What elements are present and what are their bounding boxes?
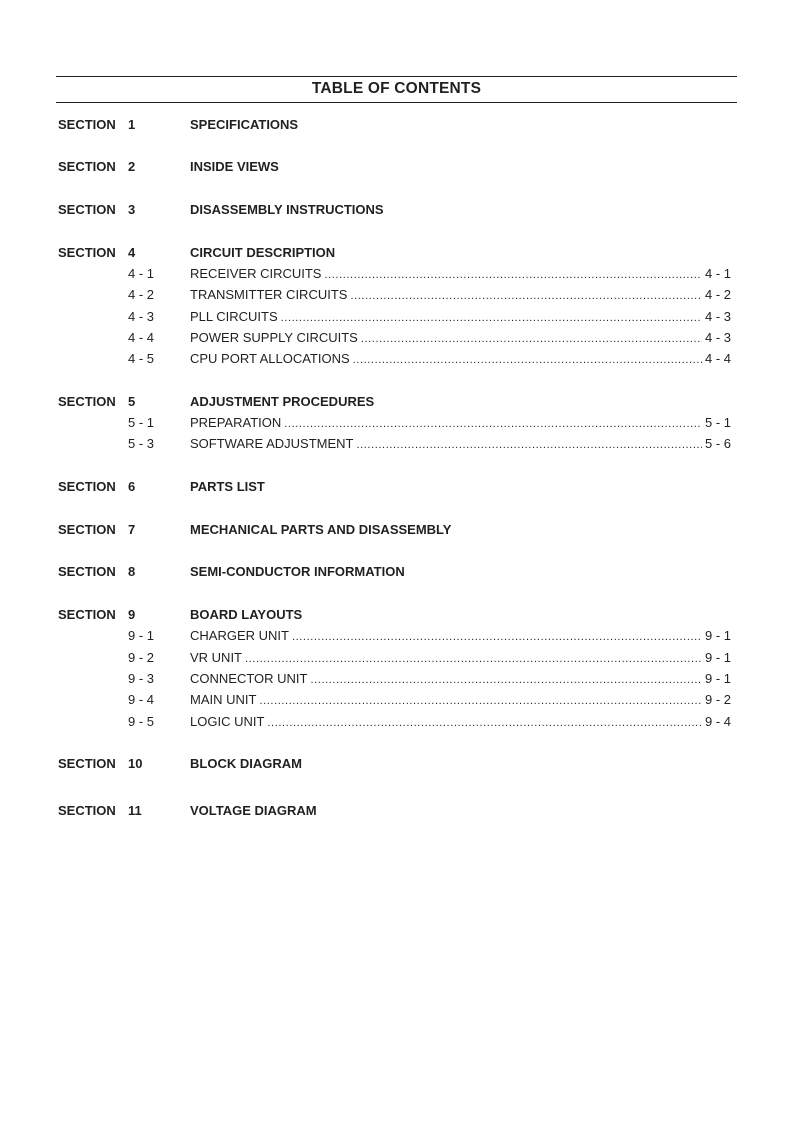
entry-number: 9 - 1 [128,628,155,643]
entry-title: MAIN UNIT [190,692,257,707]
toc-section-3 [0,202,793,218]
toc-entry [0,671,793,687]
dot-leader [310,672,702,688]
section-number: 2 [128,159,136,174]
entry-number: 4 - 1 [128,266,155,281]
section-label: SECTION [58,117,116,132]
toc-entry [0,266,793,282]
toc-section-2 [0,159,793,175]
section-label: SECTION [58,394,116,409]
toc-entry [0,650,793,666]
section-number: 4 [128,245,136,260]
entry-title: RECEIVER CIRCUITS [190,266,322,281]
section-title: CIRCUIT DESCRIPTION [190,245,336,260]
section-label: SECTION [58,159,116,174]
toc-entry [0,714,793,730]
entry-number: 5 - 3 [128,436,155,451]
dot-leader [292,629,702,645]
section-number: 9 [128,607,136,622]
section-title: SEMI-CONDUCTOR INFORMATION [190,564,405,579]
toc-section-7 [0,522,793,538]
section-title: BOARD LAYOUTS [190,607,303,622]
section-title: INSIDE VIEWS [190,159,279,174]
entry-number: 5 - 1 [128,415,155,430]
entry-number: 9 - 5 [128,714,155,729]
section-title: VOLTAGE DIAGRAM [190,803,317,818]
section-title: DISASSEMBLY INSTRUCTIONS [190,202,384,217]
section-label: SECTION [58,202,116,217]
section-number: 8 [128,564,136,579]
section-number: 11 [128,803,142,818]
section-title: BLOCK DIAGRAM [190,756,302,771]
toc-entry [0,351,793,367]
entry-title: CHARGER UNIT [190,628,289,643]
entry-page: 4 - 3 [704,330,731,345]
section-label: SECTION [58,479,116,494]
dot-leader [267,715,702,731]
toc-entry [0,330,793,346]
toc-entry [0,436,793,452]
entry-title: LOGIC UNIT [190,714,265,729]
section-label: SECTION [58,245,116,260]
entry-page: 9 - 1 [704,650,731,665]
entry-number: 9 - 2 [128,650,155,665]
section-title: SPECIFICATIONS [190,117,299,132]
toc-entry [0,628,793,644]
dot-leader [350,288,702,304]
toc-section-11 [0,803,793,819]
toc-entry [0,309,793,325]
section-label: SECTION [58,564,116,579]
entry-title: TRANSMITTER CIRCUITS [190,287,348,302]
dot-leader [284,416,702,432]
dot-leader [353,352,702,368]
entry-page: 4 - 4 [704,351,731,366]
section-title: MECHANICAL PARTS AND DISASSEMBLY [190,522,452,537]
dot-leader [356,437,702,453]
section-number: 10 [128,756,143,771]
dot-leader [361,331,702,347]
section-label: SECTION [58,803,116,818]
section-number: 6 [128,479,136,494]
entry-page: 4 - 1 [704,266,731,281]
entry-number: 9 - 4 [128,692,155,707]
entry-page: 9 - 1 [704,628,731,643]
section-number: 1 [128,117,136,132]
section-label: SECTION [58,522,116,537]
dot-leader [324,267,702,283]
toc-entry [0,692,793,708]
entry-page: 5 - 6 [704,436,731,451]
toc-section-5 [0,394,793,410]
entry-title: POWER SUPPLY CIRCUITS [190,330,358,345]
entry-page: 9 - 4 [704,714,731,729]
entry-page: 9 - 2 [704,692,731,707]
page-title: TABLE OF CONTENTS [311,80,482,97]
toc-section-9 [0,607,793,623]
entry-number: 4 - 5 [128,351,155,366]
entry-title: SOFTWARE ADJUSTMENT [190,436,354,451]
entry-number: 4 - 4 [128,330,155,345]
toc-section-8 [0,564,793,580]
dot-leader [259,693,702,709]
toc-entry [0,415,793,431]
section-number: 7 [128,522,136,537]
entry-number: 4 - 3 [128,309,155,324]
entry-title: PLL CIRCUITS [190,309,278,324]
entry-title: PREPARATION [190,415,282,430]
entry-number: 4 - 2 [128,287,155,302]
entry-page: 5 - 1 [704,415,731,430]
section-number: 3 [128,202,136,217]
section-label: SECTION [58,756,116,771]
entry-title: VR UNIT [190,650,242,665]
dot-leader [281,310,702,326]
toc-section-4 [0,245,793,261]
title-top-rule [56,76,737,77]
section-number: 5 [128,394,136,409]
toc-section-1 [0,117,793,133]
dot-leader [245,651,702,667]
entry-page: 9 - 1 [704,671,731,686]
toc-entry [0,287,793,303]
entry-page: 4 - 2 [704,287,731,302]
entry-page: 4 - 3 [704,309,731,324]
section-label: SECTION [58,607,116,622]
toc-section-6 [0,479,793,495]
section-title: ADJUSTMENT PROCEDURES [190,394,375,409]
entry-number: 9 - 3 [128,671,155,686]
toc-section-10 [0,756,793,772]
section-title: PARTS LIST [190,479,265,494]
entry-title: CONNECTOR UNIT [190,671,308,686]
title-bottom-rule [56,102,737,103]
entry-title: CPU PORT ALLOCATIONS [190,351,350,366]
